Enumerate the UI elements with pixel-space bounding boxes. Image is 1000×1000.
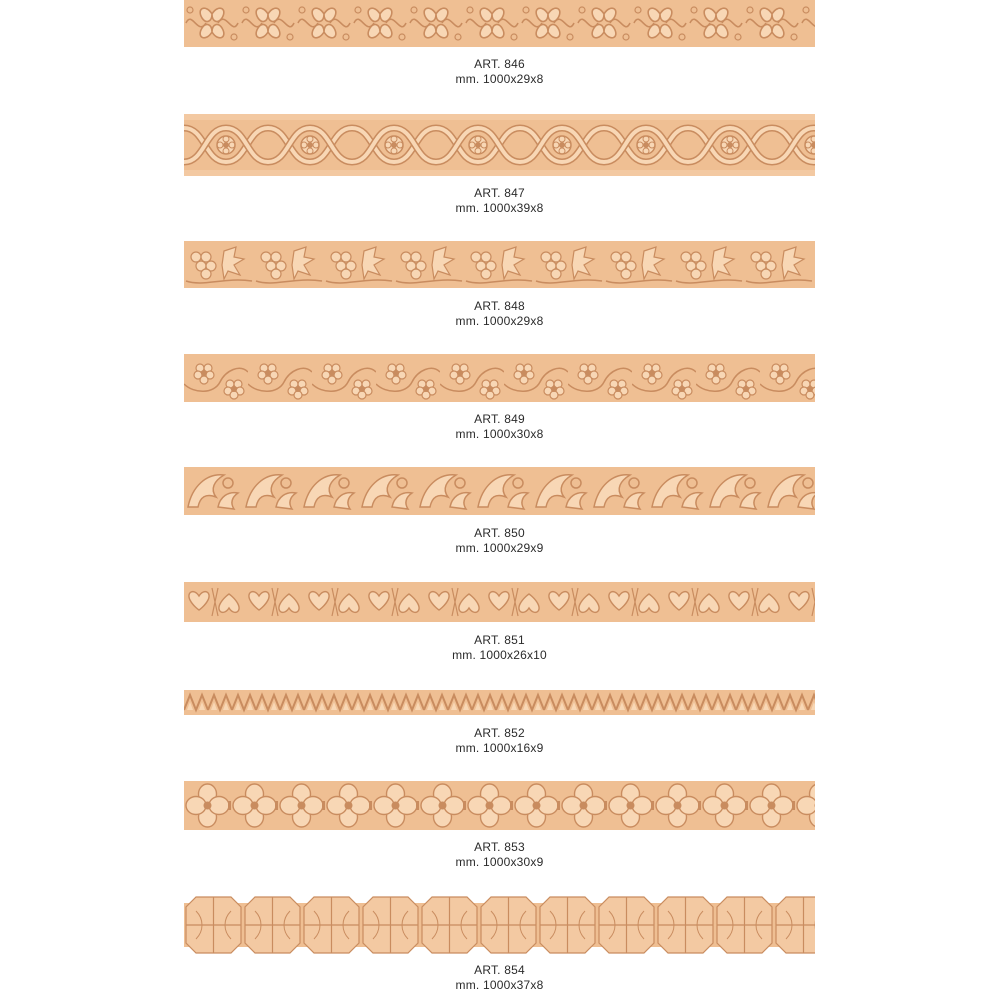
article-number: ART. 851 <box>474 633 525 647</box>
article-dimensions: mm. 1000x29x9 <box>455 541 544 555</box>
article-number: ART. 846 <box>474 57 525 71</box>
article-number: ART. 854 <box>474 963 525 977</box>
article-number: ART. 849 <box>474 412 525 426</box>
article-number: ART. 852 <box>474 726 525 740</box>
article-dimensions: mm. 1000x16x9 <box>455 741 544 755</box>
article-dimensions: mm. 1000x39x8 <box>455 201 544 215</box>
article-dimensions: mm. 1000x29x8 <box>455 314 544 328</box>
article-dimensions: mm. 1000x30x8 <box>455 427 544 441</box>
caption-art-852 <box>184 726 815 756</box>
molding-art-854 <box>184 895 815 955</box>
article-dimensions: mm. 1000x26x10 <box>452 648 547 662</box>
caption-art-853 <box>184 840 815 870</box>
molding-art-853 <box>184 781 815 830</box>
caption-art-849 <box>184 412 815 442</box>
caption-art-854 <box>184 963 815 993</box>
molding-art-849 <box>184 354 815 402</box>
molding-art-848 <box>184 241 815 288</box>
molding-art-852 <box>184 690 815 715</box>
article-dimensions: mm. 1000x37x8 <box>455 978 544 992</box>
molding-art-851 <box>184 582 815 622</box>
article-dimensions: mm. 1000x29x8 <box>455 72 544 86</box>
molding-art-850 <box>184 467 815 515</box>
article-number: ART. 848 <box>474 299 525 313</box>
molding-art-847 <box>184 114 815 176</box>
article-number: ART. 853 <box>474 840 525 854</box>
caption-art-846 <box>184 57 815 87</box>
caption-art-851 <box>184 633 815 663</box>
article-number: ART. 847 <box>474 186 525 200</box>
caption-art-848 <box>184 299 815 329</box>
caption-art-850 <box>184 526 815 556</box>
molding-art-846 <box>184 0 815 47</box>
article-number: ART. 850 <box>474 526 525 540</box>
caption-art-847 <box>184 186 815 216</box>
article-dimensions: mm. 1000x30x9 <box>455 855 544 869</box>
